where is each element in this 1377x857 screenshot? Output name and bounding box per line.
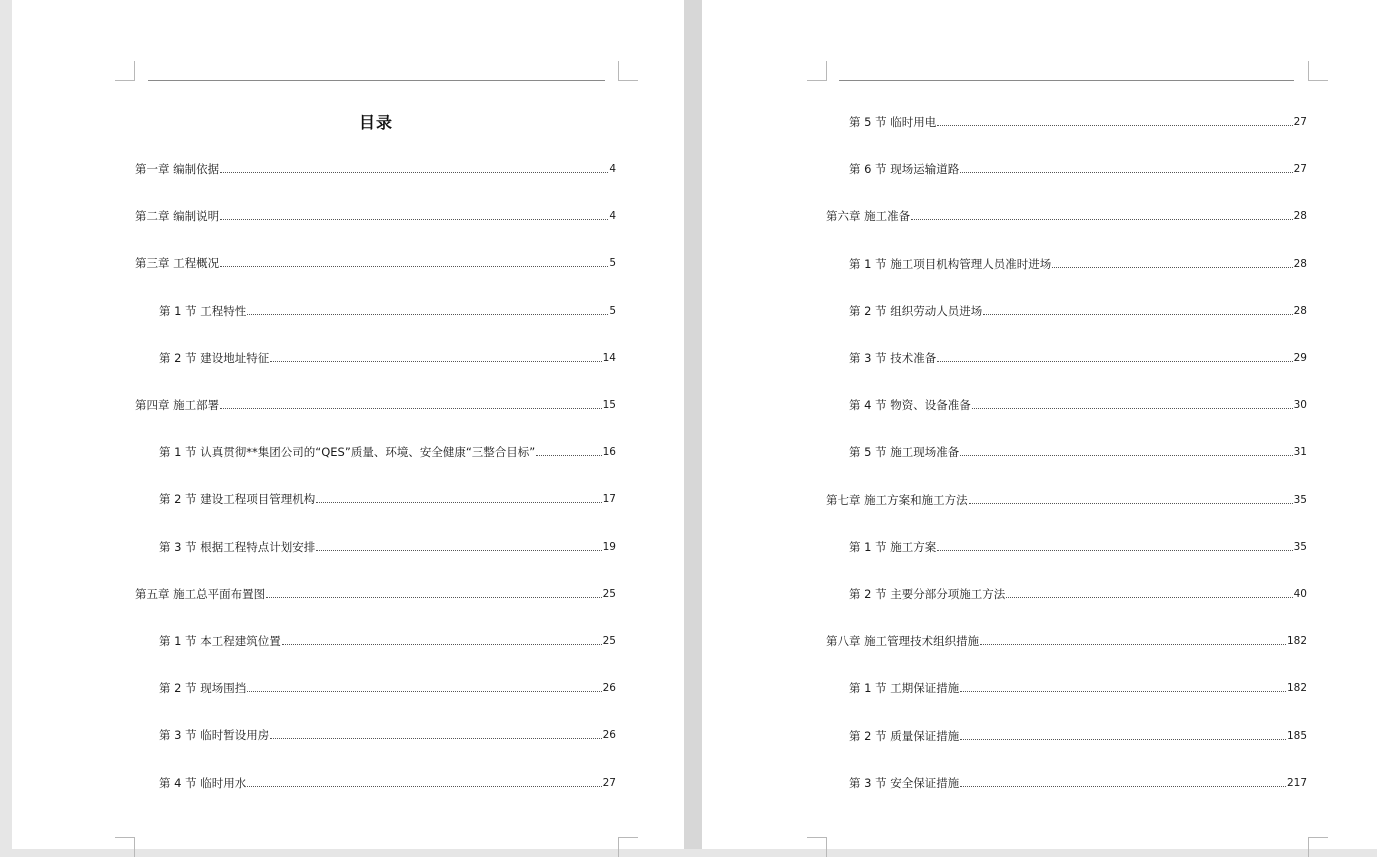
margin-corner-bottom-right xyxy=(618,837,638,857)
toc-entry-page-number: 5 xyxy=(609,305,616,317)
margin-corner-bottom-right xyxy=(1308,837,1328,857)
toc-dot-leader xyxy=(220,408,601,409)
document-page-right xyxy=(702,0,1377,849)
toc-entry-label: 第 2 节 主要分部分项施工方法 xyxy=(849,587,1006,601)
toc-entry-page-number: 40 xyxy=(1293,588,1307,600)
header-rule xyxy=(148,80,605,81)
toc-entry-page-number: 16 xyxy=(602,446,616,458)
toc-dot-leader xyxy=(960,691,1286,692)
toc-entry-label: 第 2 节 质量保证措施 xyxy=(849,729,960,743)
toc-entry-page-number: 28 xyxy=(1293,210,1307,222)
toc-dot-leader xyxy=(960,739,1286,740)
toc-entry[interactable] xyxy=(135,254,616,270)
toc-entry-label: 第 2 节 组织劳动人员进场 xyxy=(849,304,983,318)
toc-dot-leader xyxy=(220,266,608,267)
toc-entry[interactable] xyxy=(849,727,1307,743)
toc-entry-page-number: 30 xyxy=(1293,399,1307,411)
toc-dot-leader xyxy=(247,786,601,787)
toc-dot-leader xyxy=(536,455,601,456)
toc-entry-label: 第二章 编制说明 xyxy=(135,209,220,223)
toc-dot-leader xyxy=(969,503,1293,504)
toc-entry[interactable] xyxy=(849,443,1307,459)
toc-entry-page-number: 14 xyxy=(602,352,616,364)
toc-entry-page-number: 25 xyxy=(602,635,616,647)
toc-dot-leader xyxy=(247,314,608,315)
page-gutter xyxy=(684,0,702,849)
toc-entry-page-number: 185 xyxy=(1286,730,1307,742)
toc-entry-label: 第 5 节 施工现场准备 xyxy=(849,445,960,459)
toc-entry-page-number: 4 xyxy=(609,163,616,175)
margin-corner-top-left xyxy=(115,61,135,81)
toc-dot-leader xyxy=(270,361,601,362)
toc-entry[interactable] xyxy=(135,396,616,412)
toc-entry[interactable] xyxy=(826,632,1307,648)
toc-entry[interactable] xyxy=(849,160,1307,176)
toc-entry-label: 第 2 节 建设工程项目管理机构 xyxy=(159,492,316,506)
toc-entry-page-number: 35 xyxy=(1293,494,1307,506)
toc-entry-label: 第一章 编制依据 xyxy=(135,162,220,176)
header-rule xyxy=(839,80,1294,81)
toc-dot-leader xyxy=(960,172,1292,173)
toc-entry-page-number: 27 xyxy=(1293,163,1307,175)
toc-entry-page-number: 182 xyxy=(1286,635,1307,647)
toc-entry-label: 第 3 节 技术准备 xyxy=(849,351,937,365)
toc-entry-page-number: 5 xyxy=(609,257,616,269)
toc-entry[interactable] xyxy=(849,113,1307,129)
toc-entry-page-number: 25 xyxy=(602,588,616,600)
toc-entry[interactable] xyxy=(849,302,1307,318)
toc-dot-leader xyxy=(972,408,1293,409)
toc-entry-label: 第 1 节 工期保证措施 xyxy=(849,681,960,695)
toc-entry-label: 第 2 节 建设地址特征 xyxy=(159,351,270,365)
toc-entry[interactable] xyxy=(159,538,616,554)
toc-entry[interactable] xyxy=(159,490,616,506)
toc-entry-page-number: 4 xyxy=(609,210,616,222)
toc-dot-leader xyxy=(316,502,601,503)
toc-dot-leader xyxy=(937,125,1292,126)
margin-corner-bottom-left xyxy=(807,837,827,857)
toc-dot-leader xyxy=(266,597,601,598)
toc-entry-label: 第 4 节 物资、设备准备 xyxy=(849,398,971,412)
margin-corner-top-left xyxy=(807,61,827,81)
toc-entry-label: 第 1 节 施工方案 xyxy=(849,540,937,554)
toc-entry-page-number: 28 xyxy=(1293,305,1307,317)
toc-entry[interactable] xyxy=(159,349,616,365)
toc-entry[interactable] xyxy=(849,679,1307,695)
toc-entry-page-number: 26 xyxy=(602,682,616,694)
toc-dot-leader xyxy=(960,455,1292,456)
toc-dot-leader xyxy=(980,644,1286,645)
toc-entry-label: 第 3 节 根据工程特点计划安排 xyxy=(159,540,316,554)
toc-dot-leader xyxy=(282,644,602,645)
toc-entry-label: 第 1 节 本工程建筑位置 xyxy=(159,634,281,648)
toc-entry-label: 第四章 施工部署 xyxy=(135,398,220,412)
toc-entry-label: 第八章 施工管理技术组织措施 xyxy=(826,634,980,648)
toc-entry[interactable] xyxy=(159,774,616,790)
toc-dot-leader xyxy=(983,314,1292,315)
toc-entry-label: 第七章 施工方案和施工方法 xyxy=(826,493,968,507)
toc-entry-page-number: 15 xyxy=(602,399,616,411)
toc-entry-label: 第 1 节 施工项目机构管理人员准时进场 xyxy=(849,257,1052,271)
toc-entry-label: 第 5 节 临时用电 xyxy=(849,115,937,129)
toc-entry-label: 第三章 工程概况 xyxy=(135,256,220,270)
toc-dot-leader xyxy=(316,550,601,551)
toc-dot-leader xyxy=(960,786,1286,787)
toc-entry-label: 第 6 节 现场运输道路 xyxy=(849,162,960,176)
toc-entry[interactable] xyxy=(849,396,1307,412)
toc-entry[interactable] xyxy=(135,585,616,601)
toc-entry[interactable] xyxy=(135,160,616,176)
toc-dot-leader xyxy=(937,550,1292,551)
toc-entry[interactable] xyxy=(849,349,1307,365)
toc-entry[interactable] xyxy=(849,538,1307,554)
toc-dot-leader xyxy=(911,219,1292,220)
margin-corner-top-right xyxy=(1308,61,1328,81)
toc-entry[interactable] xyxy=(159,302,616,318)
toc-entry[interactable] xyxy=(159,632,616,648)
toc-dot-leader xyxy=(247,691,601,692)
toc-entry[interactable] xyxy=(826,207,1307,223)
toc-entry-page-number: 182 xyxy=(1286,682,1307,694)
toc-entry-page-number: 28 xyxy=(1293,258,1307,270)
toc-entry-page-number: 27 xyxy=(602,777,616,789)
toc-dot-leader xyxy=(1006,597,1292,598)
toc-entry-page-number: 35 xyxy=(1293,541,1307,553)
toc-dot-leader xyxy=(937,361,1292,362)
toc-dot-leader xyxy=(220,172,608,173)
toc-entry-label: 第 3 节 临时暂设用房 xyxy=(159,728,270,742)
toc-entry-label: 第五章 施工总平面布置图 xyxy=(135,587,266,601)
toc-entry-label: 第六章 施工准备 xyxy=(826,209,911,223)
toc-entry[interactable] xyxy=(159,679,616,695)
margin-corner-top-right xyxy=(618,61,638,81)
toc-entry-page-number: 217 xyxy=(1286,777,1307,789)
toc-entry-label: 第 3 节 安全保证措施 xyxy=(849,776,960,790)
toc-entry[interactable] xyxy=(159,726,616,742)
toc-entry[interactable] xyxy=(159,443,616,459)
toc-entry-label: 第 4 节 临时用水 xyxy=(159,776,247,790)
toc-entry-label: 第 2 节 现场围挡 xyxy=(159,681,247,695)
toc-entry[interactable] xyxy=(849,774,1307,790)
toc-entry-label: 第 1 节 认真贯彻**集团公司的“QES”质量、环境、安全健康“三整合目标” xyxy=(159,445,536,459)
toc-entry-label: 第 1 节 工程特性 xyxy=(159,304,247,318)
toc-dot-leader xyxy=(270,738,601,739)
toc-entry-page-number: 17 xyxy=(602,493,616,505)
toc-entry[interactable] xyxy=(826,491,1307,507)
toc-title: 目录 xyxy=(358,113,393,132)
toc-entry-page-number: 29 xyxy=(1293,352,1307,364)
document-page-left xyxy=(12,0,684,849)
toc-entry-page-number: 31 xyxy=(1293,446,1307,458)
toc-entry-page-number: 19 xyxy=(602,541,616,553)
toc-entry-page-number: 26 xyxy=(602,729,616,741)
toc-dot-leader xyxy=(220,219,608,220)
toc-entry[interactable] xyxy=(849,585,1307,601)
toc-entry[interactable] xyxy=(135,207,616,223)
toc-dot-leader xyxy=(1052,267,1292,268)
toc-entry[interactable] xyxy=(849,255,1307,271)
margin-corner-bottom-left xyxy=(115,837,135,857)
toc-entry-page-number: 27 xyxy=(1293,116,1307,128)
